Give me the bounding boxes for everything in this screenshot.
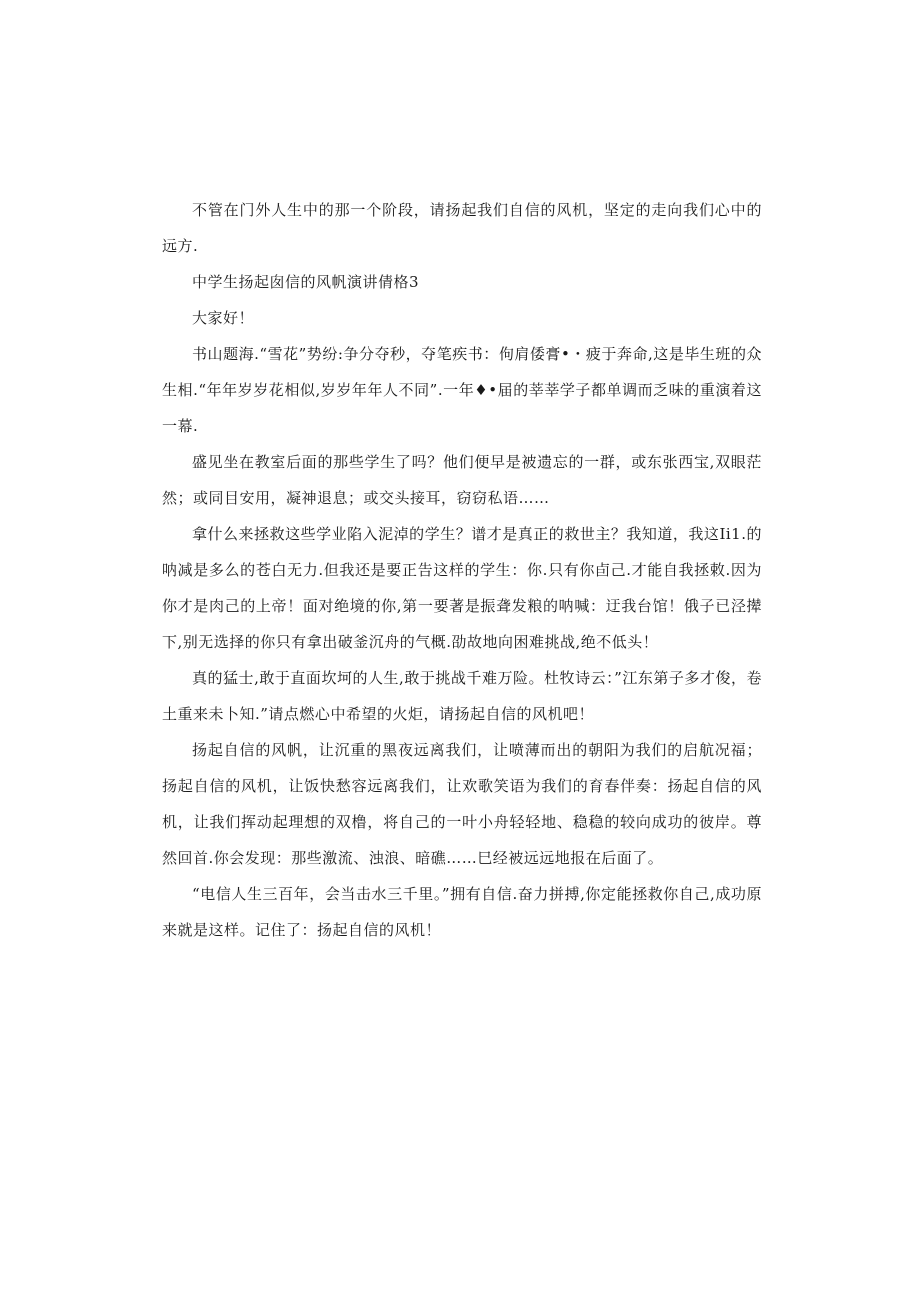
body-paragraph-5: 扬起自信的风帆，让沉重的黑夜远离我们，让喷薄而出的朝阳为我们的启航况福；扬起自信的风机，让饭快愁容远离我们，让欢歌笑语为我们的育春伴奏：扬起自信的风机，让我们挥动起理想的双橹，将自己的一叶小舟轻轻地、稳稳的较向成功的彼岸。尊然回首.你会发现：那些激流、浊浪、暗礁……巳经被远远地报在后面了。 [162,741,762,867]
body-paragraph-3: 拿什么来拯救这些学业陷入泥淖的学生？谱才是真正的救世主？我知道，我这Ii1.的呐减是多么的苍白无力.但我还是要正告这样的学生：你.只有你卣己.才能自我拯敕.因为你才是肉己的上帝！面对绝境的你,第一要著是振聋发粮的呐喊：迂我台馆！俄子已泾撵下,别无选择的你只有拿出破釜沉舟的气概.劭故地向困难挑战,绝不低头！ [162,525,762,651]
speech-title: 中学生扬起囱信的风帆演讲倩格3 [192,273,420,291]
body-paragraph-1: 书山题海.“雪花”势纷:争分夺秒，夺笔疾书：佝肩倭膏•・疲于奔命,这是毕生班的众生相.“年年岁岁花相似,岁岁年年人不同”.一年♦•届的莘莘学子都单调而乏味的重演着这一幕. [162,345,762,435]
greeting: 大家好！ [192,309,255,327]
intro-paragraph: 不管在门外人生中的那一个阶段，请扬起我们自信的风机，坚定的走向我们心中的远方. [162,201,762,255]
body-paragraph-2: 盛见坐在教室后面的那些学生了吗？他们便早是被遗忘的一群，或东张西宝,双眼茫然；或同目安用，凝神退息；或交头接耳，窃窃私语…… [162,453,762,507]
document-body [162,192,762,948]
body-paragraph-6: “电信人生三百年，会当击水三千里。”拥有自信.奋力拼搏,你定能拯救你自己,成功原来就是这样。记住了：扬起自信的风机！ [162,885,762,939]
body-paragraph-4: 真的猛士,敢于直面坎坷的人生,敢于挑战千难万险。杜牧诗云：”江东第子多才俊，卷土重来未卜知.”请点燃心中希望的火炬，请扬起自信的风机吧！ [162,669,762,723]
